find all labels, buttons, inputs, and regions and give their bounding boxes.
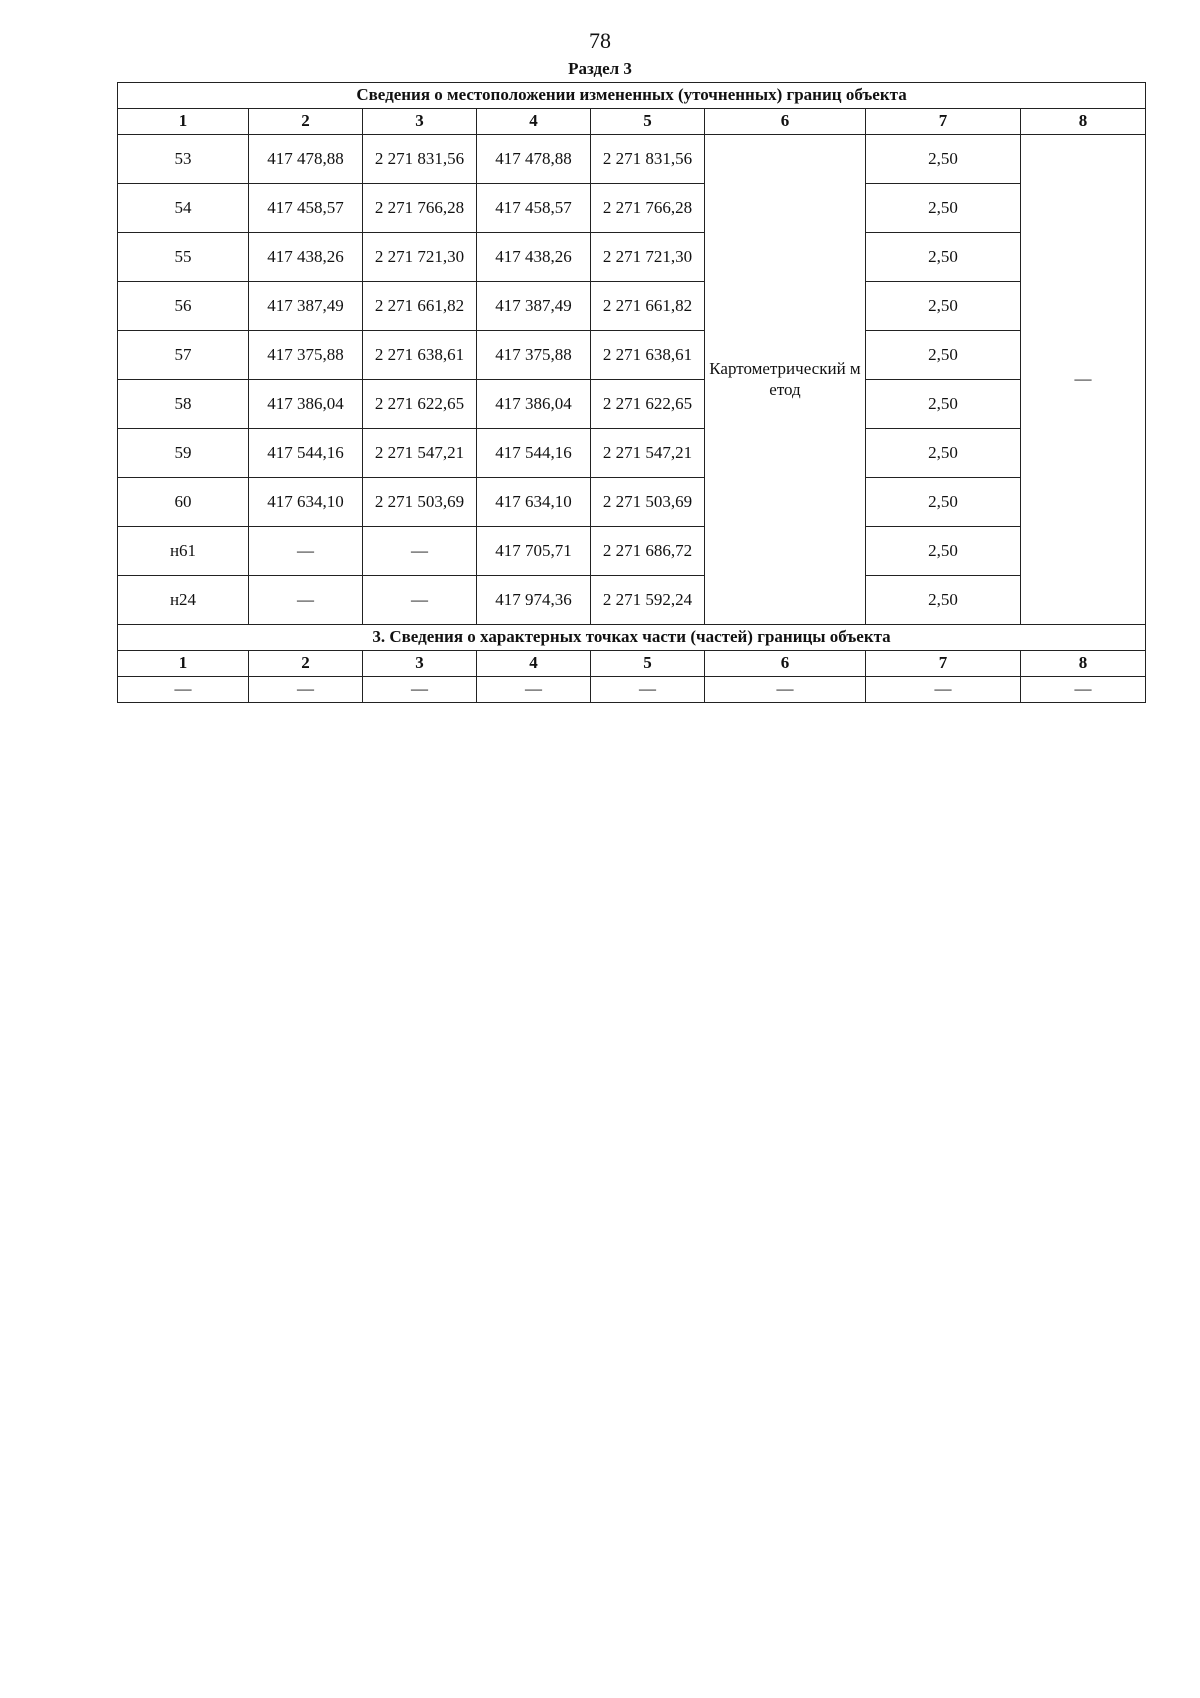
cell: 2 271 503,69: [363, 478, 477, 527]
table-row: [118, 135, 1146, 184]
cell: 417 438,26: [477, 233, 591, 282]
cell: 417 375,88: [477, 331, 591, 380]
col-header: 2: [249, 651, 363, 677]
cell: —: [363, 576, 477, 625]
table-row: [118, 429, 1146, 478]
cell: 417 634,10: [249, 478, 363, 527]
cell: 417 387,49: [477, 282, 591, 331]
cell: 417 438,26: [249, 233, 363, 282]
col-header: 1: [118, 651, 249, 677]
col-header: 6: [705, 109, 866, 135]
cell: —: [363, 677, 477, 703]
point-id: н24: [118, 576, 249, 625]
column-header-row-1: [118, 109, 1146, 135]
cell: —: [591, 677, 705, 703]
cell: 2,50: [866, 576, 1021, 625]
cell: 2,50: [866, 331, 1021, 380]
cell: 2 271 547,21: [591, 429, 705, 478]
col-header: 7: [866, 109, 1021, 135]
method-cell: Картометрический метод: [705, 135, 866, 625]
point-id: 57: [118, 331, 249, 380]
cell: 417 478,88: [249, 135, 363, 184]
section-title: Раздел 3: [568, 59, 632, 78]
cell: 2 271 686,72: [591, 527, 705, 576]
cell: 417 458,57: [477, 184, 591, 233]
cell: 417 478,88: [477, 135, 591, 184]
cell: 2,50: [866, 233, 1021, 282]
cell: 2 271 547,21: [363, 429, 477, 478]
cell: —: [249, 576, 363, 625]
cell: —: [477, 677, 591, 703]
cell: —: [118, 677, 249, 703]
cell: 2 271 721,30: [591, 233, 705, 282]
cell: 2 271 622,65: [591, 380, 705, 429]
col8-cell: —: [1021, 135, 1146, 625]
cell: —: [1021, 677, 1146, 703]
cell: 417 634,10: [477, 478, 591, 527]
cell: 2,50: [866, 478, 1021, 527]
cell: 417 386,04: [477, 380, 591, 429]
col-header: 5: [591, 651, 705, 677]
cell: 417 458,57: [249, 184, 363, 233]
table-row: [118, 380, 1146, 429]
table-row: [118, 282, 1146, 331]
point-id: 60: [118, 478, 249, 527]
cell: 2 271 638,61: [363, 331, 477, 380]
table-row: [118, 478, 1146, 527]
col-header: 7: [866, 651, 1021, 677]
cell: 2 271 831,56: [363, 135, 477, 184]
cell: 2 271 661,82: [591, 282, 705, 331]
cell: —: [249, 677, 363, 703]
cell: 2 271 638,61: [591, 331, 705, 380]
table-row: [118, 331, 1146, 380]
cell: —: [249, 527, 363, 576]
col-header: 5: [591, 109, 705, 135]
point-id: 58: [118, 380, 249, 429]
cell: 417 386,04: [249, 380, 363, 429]
cell: 2 271 766,28: [363, 184, 477, 233]
table-row: [118, 576, 1146, 625]
table-row: [118, 184, 1146, 233]
cell: 2,50: [866, 135, 1021, 184]
cell: —: [866, 677, 1021, 703]
cell: 2,50: [866, 429, 1021, 478]
point-id: 55: [118, 233, 249, 282]
table-row: [118, 233, 1146, 282]
empty-row: [118, 677, 1146, 703]
col-header: 4: [477, 109, 591, 135]
cell: 2 271 721,30: [363, 233, 477, 282]
cell: 2 271 622,65: [363, 380, 477, 429]
point-id: 54: [118, 184, 249, 233]
cell: 417 387,49: [249, 282, 363, 331]
cell: 2,50: [866, 282, 1021, 331]
cell: 417 974,36: [477, 576, 591, 625]
band2-title: 3. Сведения о характерных точках части (частей) границы объекта: [118, 625, 1146, 651]
point-id: н61: [118, 527, 249, 576]
boundary-points-table: [117, 82, 1146, 703]
col-header: 8: [1021, 651, 1146, 677]
cell: 417 544,16: [249, 429, 363, 478]
cell: 2 271 592,24: [591, 576, 705, 625]
cell: 2 271 831,56: [591, 135, 705, 184]
col-header: 4: [477, 651, 591, 677]
col-header: 3: [363, 651, 477, 677]
cell: —: [705, 677, 866, 703]
point-id: 53: [118, 135, 249, 184]
cell: —: [363, 527, 477, 576]
cell: 2,50: [866, 527, 1021, 576]
col-header: 8: [1021, 109, 1146, 135]
column-header-row-2: [118, 651, 1146, 677]
cell: 2,50: [866, 380, 1021, 429]
cell: 417 544,16: [477, 429, 591, 478]
band1-title: Сведения о местоположении измененных (уточненных) границ объекта: [118, 83, 1146, 109]
col-header: 6: [705, 651, 866, 677]
cell: 2 271 503,69: [591, 478, 705, 527]
cell: 2,50: [866, 184, 1021, 233]
cell: 2 271 766,28: [591, 184, 705, 233]
col-header: 1: [118, 109, 249, 135]
point-id: 56: [118, 282, 249, 331]
cell: 417 375,88: [249, 331, 363, 380]
cell: 417 705,71: [477, 527, 591, 576]
page-number: 78: [589, 28, 611, 53]
col-header: 2: [249, 109, 363, 135]
cell: 2 271 661,82: [363, 282, 477, 331]
table-row: [118, 527, 1146, 576]
point-id: 59: [118, 429, 249, 478]
col-header: 3: [363, 109, 477, 135]
